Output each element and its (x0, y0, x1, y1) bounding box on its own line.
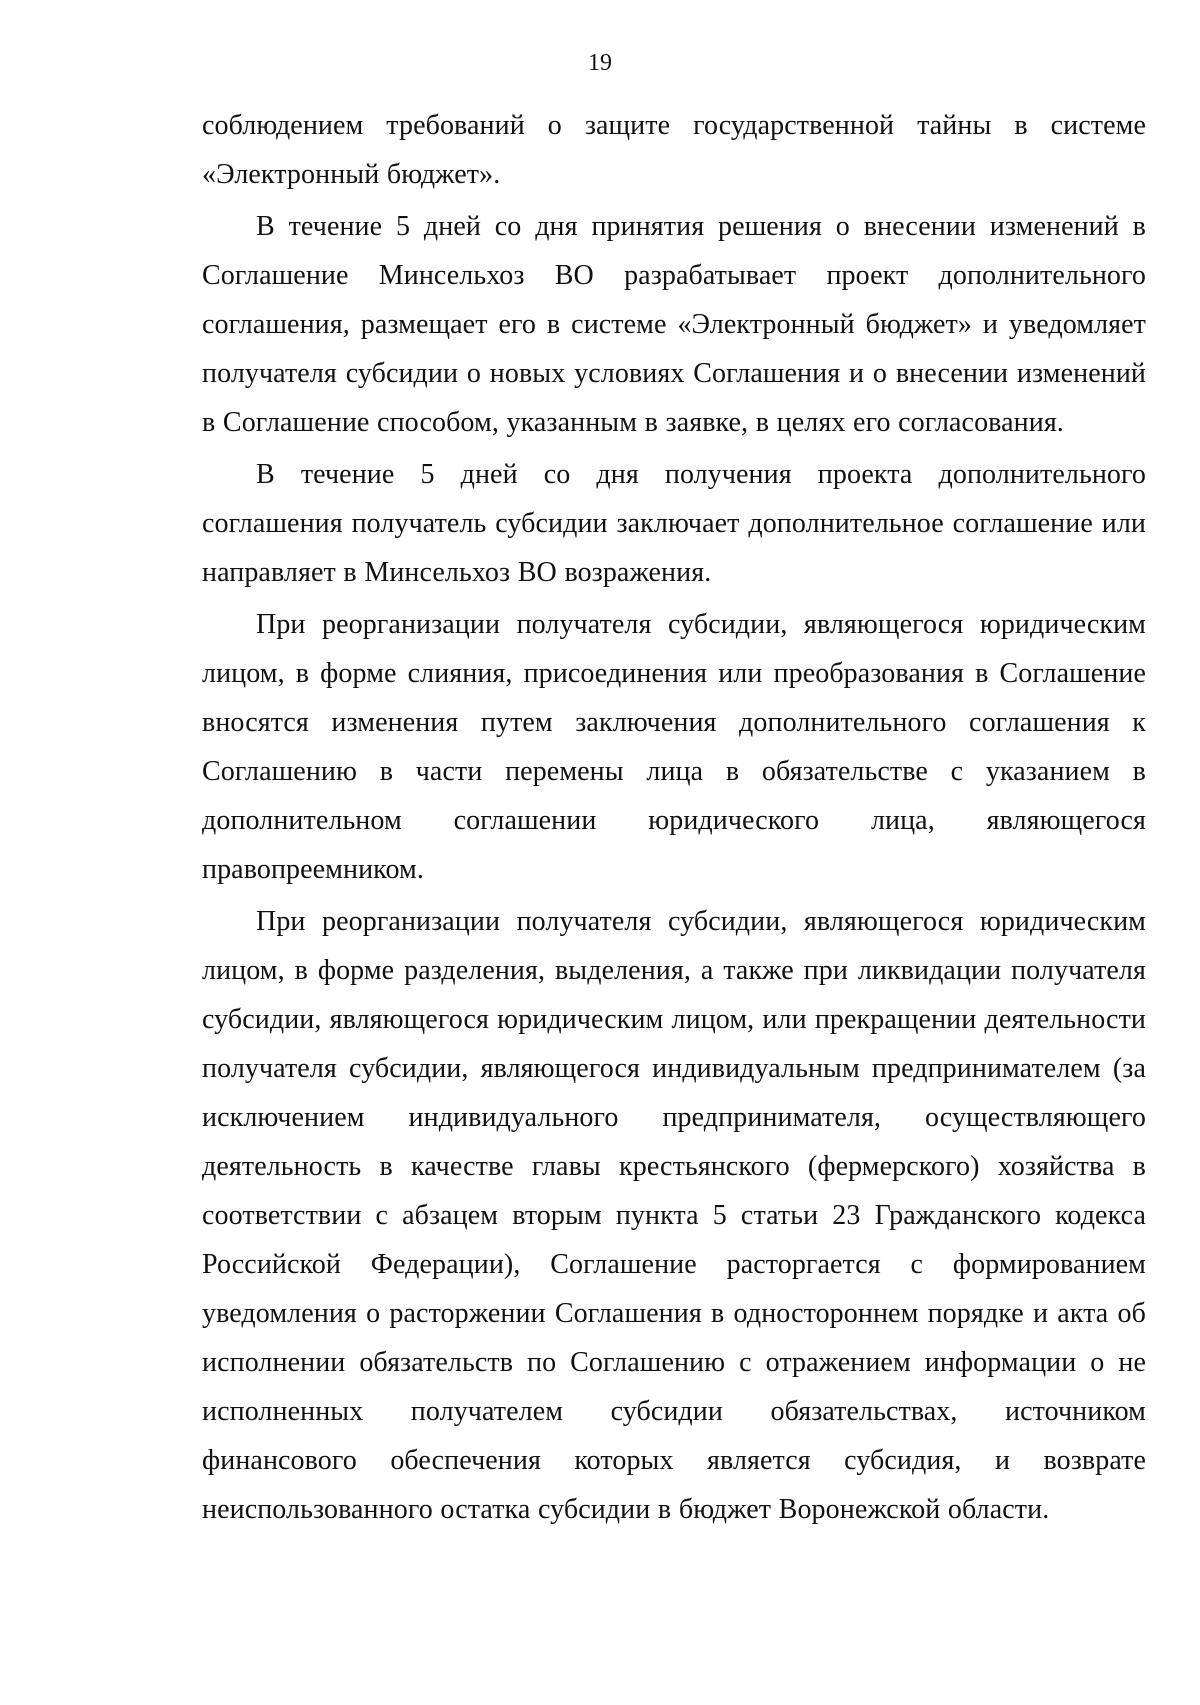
paragraph-additional-agreement-draft: В течение 5 дней со дня принятия решения о внесении изменений в Соглашение Минсельхоз ВО разрабатывает проект дополнительного соглашения, размещает его в системе «Электронный бюджет» и уведомляет получателя субсидии о новых условиях Соглашения и о внесении изменений в Соглашение способом, указанным в заявке, в целях его согласования. (202, 211, 1146, 438)
document-body (202, 101, 1146, 1537)
page-number: 19 (588, 50, 612, 76)
paragraph-continuation: соблюдением требований о защите государственной тайны в системе «Электронный бюджет». (202, 110, 1146, 190)
paragraph-reorganization-merger: При реорганизации получателя субсидии, являющегося юридическим лицом, в форме слияния, присоединения или преобразования в Соглашение вносятся изменения путем заключения дополнительного соглашения к Соглашению в части перемены лица в обязательстве с указанием в дополнительном соглашении юридического лица, являющегося правопреемником. (202, 609, 1146, 885)
paragraph-agreement-conclusion: В течение 5 дней со дня получения проекта дополнительного соглашения получатель субсидии заключает дополнительное соглашение или направляет в Минсельхоз ВО возражения. (202, 459, 1146, 588)
paragraph-reorganization-termination: При реорганизации получателя субсидии, являющегося юридическим лицом, в форме разделения, выделения, а также при ликвидации получателя субсидии, являющегося юридическим лицом, или прекращении деятельности получателя субсидии, являющегося индивидуальным предпринимателем (за исключением индивидуального предпринимателя, осуществляющего деятельность в качестве главы крестьянского (фермерского) хозяйства в соответствии с абзацем вторым пункта 5 статьи 23 Гражданского кодекса Российской Федерации), Соглашение расторгается с формированием уведомления о расторжении Соглашения в одностороннем порядке и акта об исполнении обязательств по Соглашению с отражением информации о не исполненных получателем субсидии обязательствах, источником финансового обеспечения которых является субсидия, и возврате неиспользованного остатка субсидии в бюджет Воронежской области. (202, 906, 1146, 1525)
